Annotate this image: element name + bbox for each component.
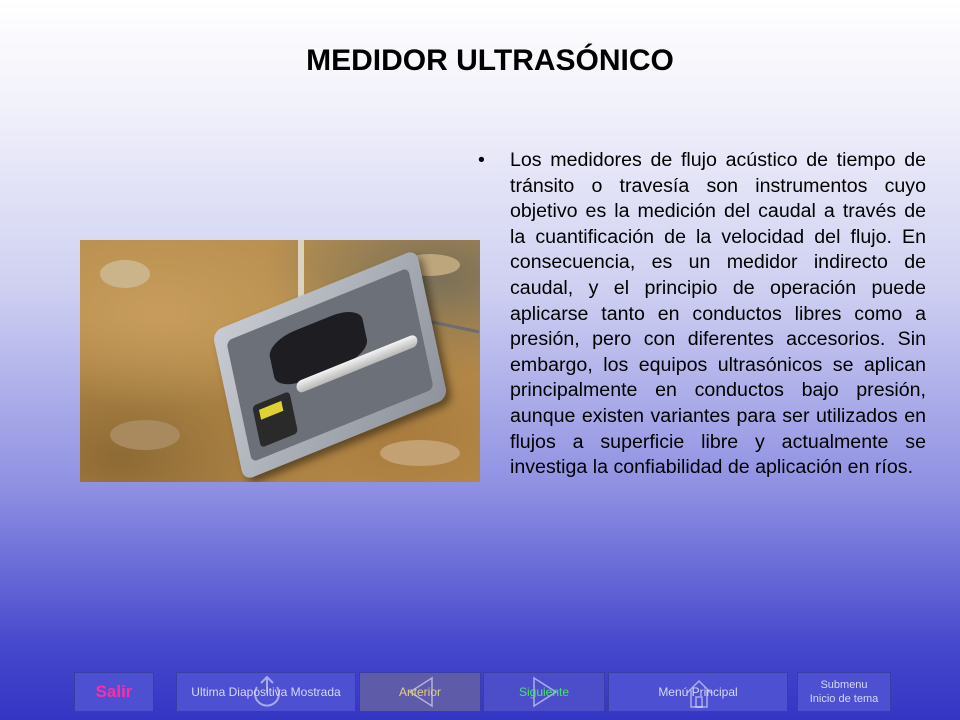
slide-title: MEDIDOR ULTRASÓNICO <box>306 44 674 77</box>
next-button-label: Siguiente <box>518 685 570 699</box>
exit-button[interactable] <box>74 672 154 712</box>
submenu-button[interactable] <box>797 672 891 712</box>
previous-button[interactable] <box>359 672 481 712</box>
ultrasonic-meter-photo <box>80 240 480 482</box>
previous-button-label: Anterior <box>398 685 442 699</box>
description-list <box>470 148 926 481</box>
main-menu-button-label: Menú Principal <box>658 685 738 699</box>
next-button[interactable] <box>483 672 605 712</box>
submenu-label: Submenu <box>820 679 868 691</box>
main-menu-button[interactable] <box>608 672 788 712</box>
exit-button-label: Salir <box>95 682 133 701</box>
description-paragraph: Los medidores de flujo acústico de tiempo de tránsito o travesía son instrumentos cuyo objetivo es la medición del caudal a través de la cuantificación de la velocidad del flujo. En consecuencia, es un medidor indirecto de caudal, y el principio de operación puede aplicarse tanto en conductos libres como a presión, pero con diferentes accesorios. Sin embargo, los equipos ultrasónicos se aplican principalmente en conductos bajo presión, aunque existen variantes para ser utilizados en flujos a superficie libre y actualmente se investiga la confiabilidad de aplicación en ríos. <box>510 149 926 479</box>
bullet-mark: • <box>478 149 485 171</box>
last-viewed-slide-button[interactable] <box>176 672 356 712</box>
last-viewed-slide-label: Ultima Diapositiva Mostrada <box>191 685 341 699</box>
description-item <box>470 148 926 481</box>
topic-start-label: Inicio de tema <box>809 693 879 705</box>
